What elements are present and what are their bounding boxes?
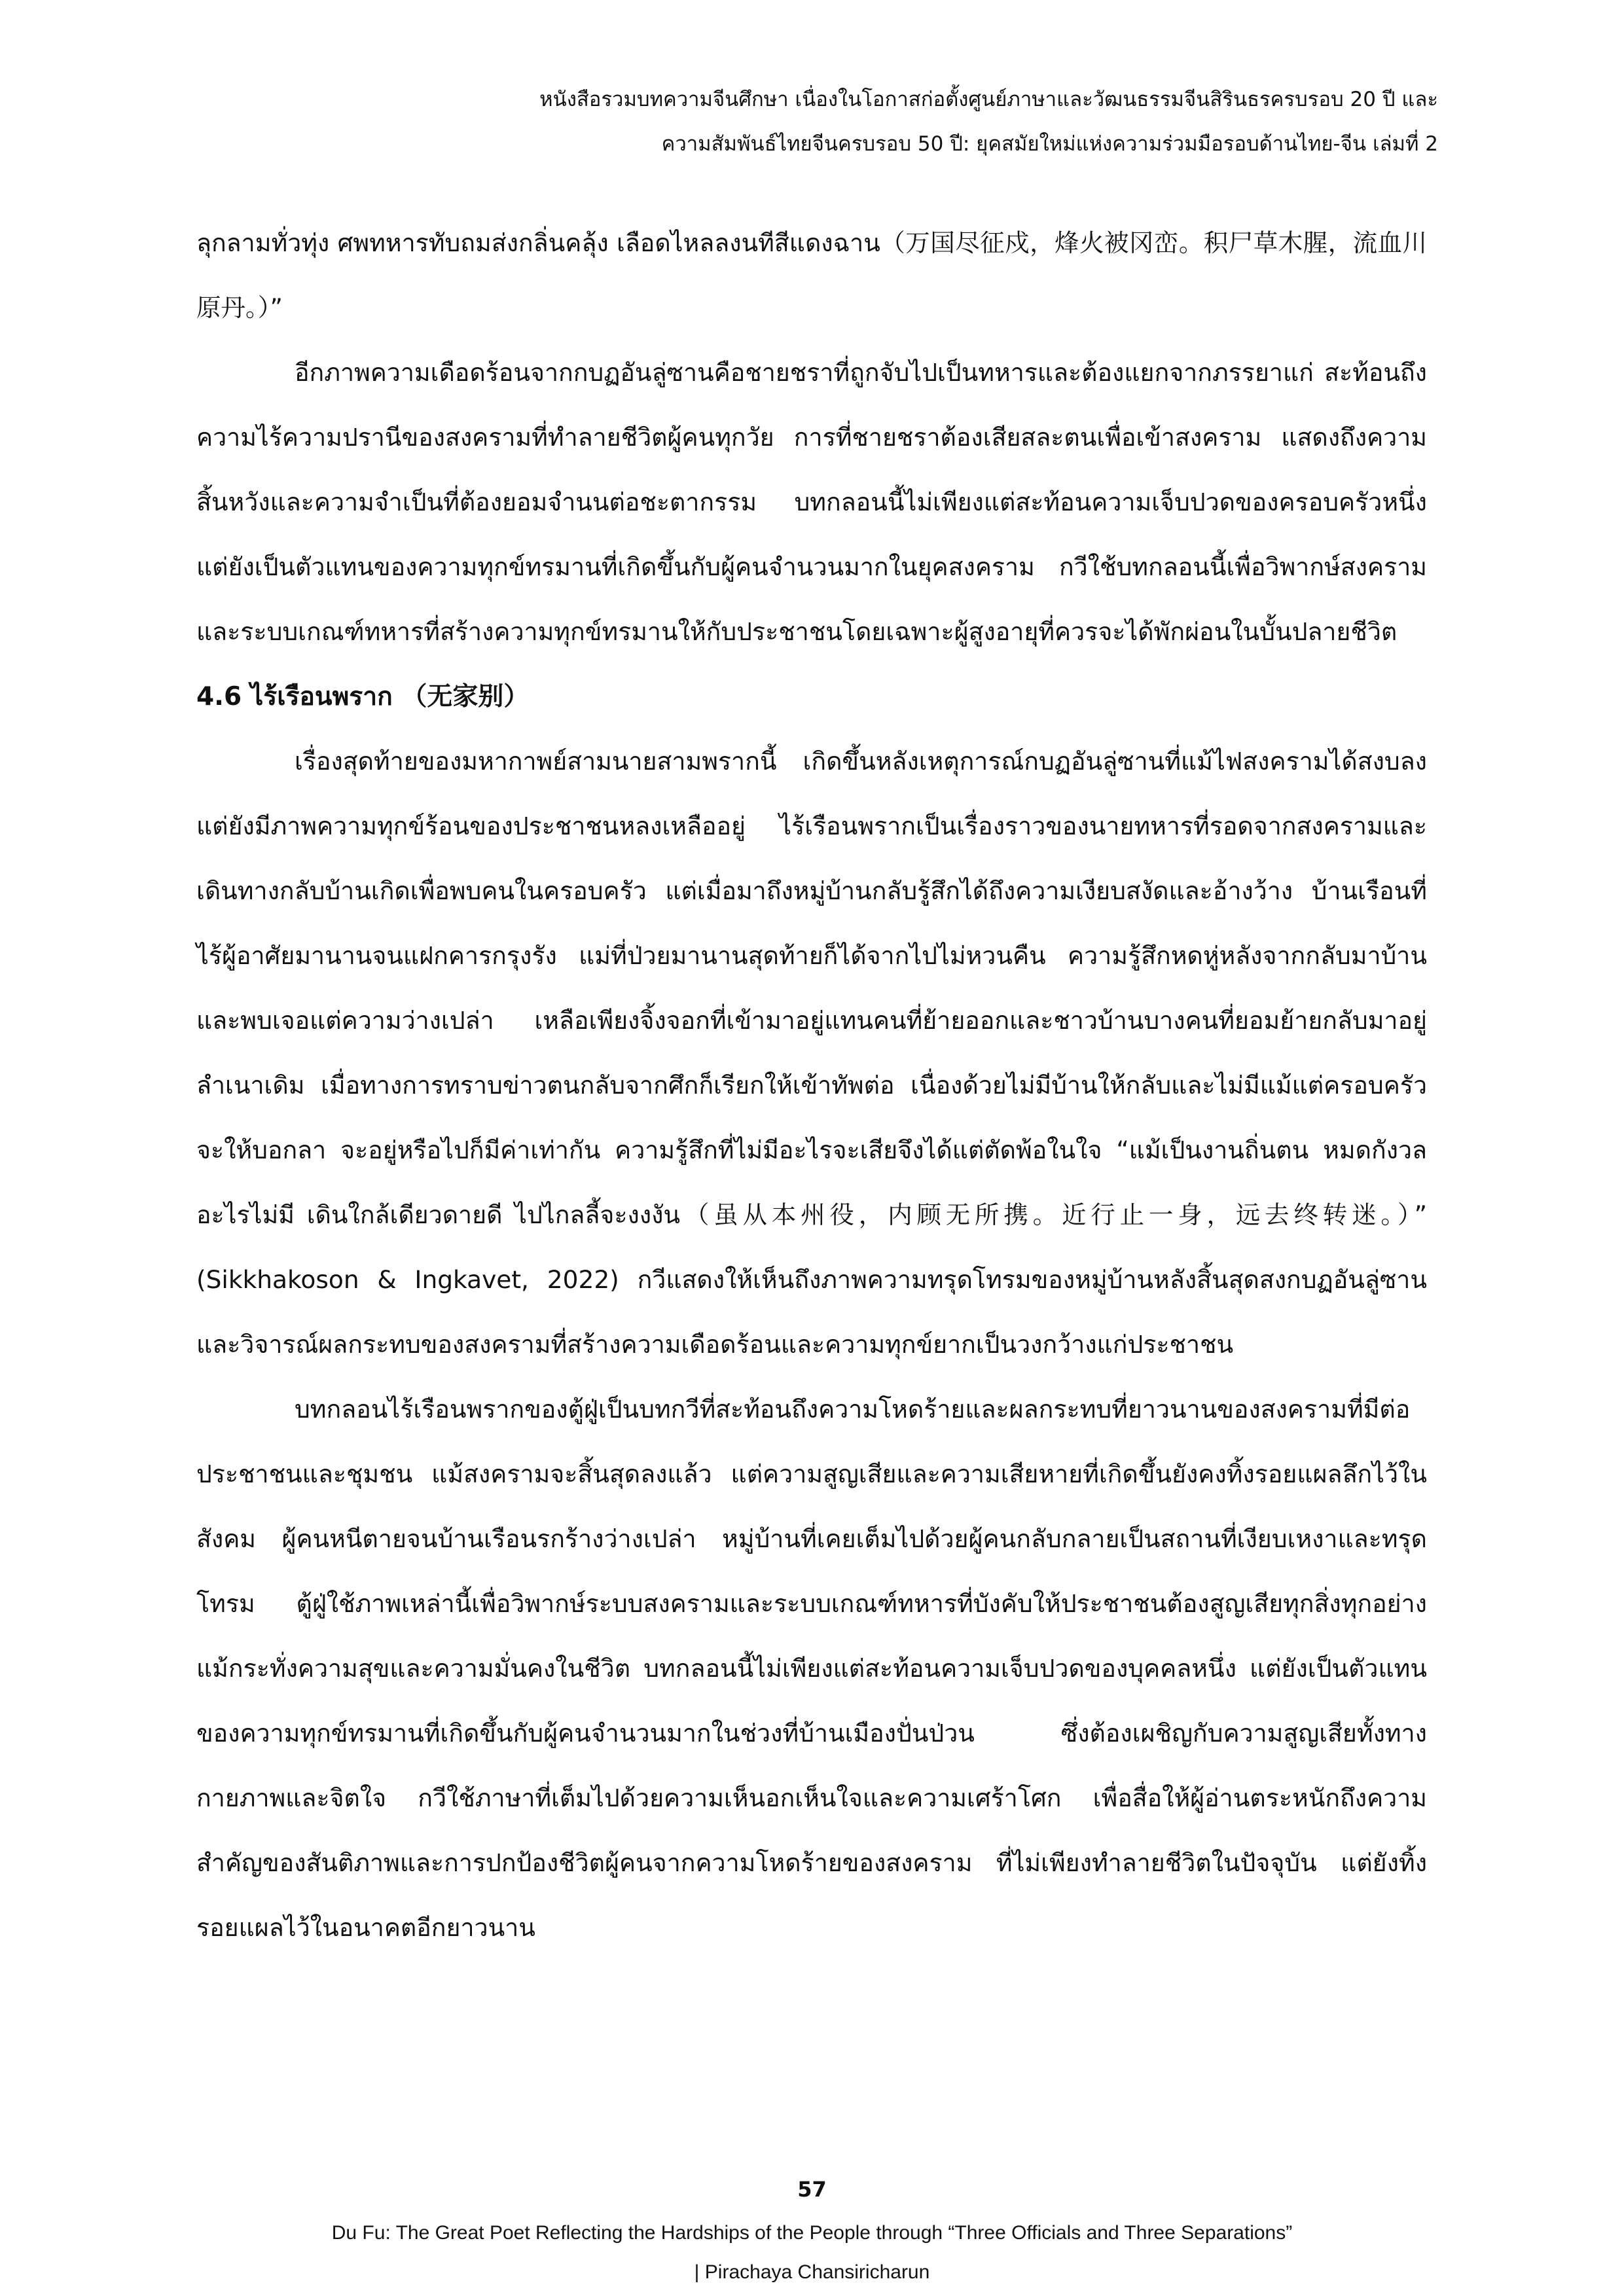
footer-title: Du Fu: The Great Poet Reflecting the Hardships of the People through “Three Officials and Three Separations”: [331, 2222, 1293, 2244]
page-footer: [0, 2214, 1624, 2292]
page-number: 57: [797, 2177, 827, 2202]
running-header-line-2: ความสัมพันธ์ไทยจีนครบรอบ 50 ปี: ยุคสมัยใหม่แห่งความร่วมมือรอบด้านไทย-จีน เล่มที่ 2: [661, 132, 1438, 156]
running-header-line-1: หนังสือรวมบทความจีนศึกษา เนื่องในโอกาสก่อตั้งศูนย์ภาษาและวัฒนธรรมจีนสิรินธรครบรอบ 20 ปี และ: [539, 88, 1438, 111]
paragraph-continuation: ลุกลามทั่วทุ่ง ศพทหารทับถมส่งกลิ่นคลุ้ง เลือดไหลลงนทีสีแดงฉาน（万国尽征戍，烽火被冈峦。积尸草木腥，流血川原丹。）”: [196, 228, 1427, 322]
section-heading-4-6: 4.6 ไร้เรือนพราก （无家别）: [196, 682, 530, 711]
footer-author: | Pirachaya Chansiricharun: [694, 2261, 930, 2283]
paragraph-old-man-conscription: อีกภาพความเดือดร้อนจากกบฏอันลู่ซานคือชายชราที่ถูกจับไปเป็นทหารและต้องแยกจากภรรยาแก่ สะท้อนถึงความไร้ความปรานีของสงครามที่ทำลายชีวิตผู้คนทุกวัย การที่ชายชราต้องเสียสละตนเพื่อเข้าสงคราม แสดงถึงความสิ้นหวังและความจำเป็นที่ต้องยอมจำนนต่อชะตากรรม บทกลอนนี้ไม่เพียงแต่สะท้อนความเจ็บปวดของครอบครัวหนึ่ง แต่ยังเป็นตัวแทนของความทุกข์ทรมานที่เกิดขึ้นกับผู้คนจำนวนมากในยุคสงคราม กวีใช้บทกลอนนี้เพื่อวิพากษ์สงครามและระบบเกณฑ์ทหารที่สร้างความทุกข์ทรมานให้กับประชาชนโดยเฉพาะผู้สูงอายุที่ควรจะได้พักผ่อนในบั้นปลายชีวิต: [196, 358, 1427, 646]
paragraph-homeless-farewell-analysis: บทกลอนไร้เรือนพรากของตู้ฝู่เป็นบทกวีที่สะท้อนถึงความโหดร้ายและผลกระทบที่ยาวนานของสงครามที่มีต่อประชาชนและชุมชน แม้สงครามจะสิ้นสุดลงแล้ว แต่ความสูญเสียและความเสียหายที่เกิดขึ้นยังคงทิ้งรอยแผลลึกไว้ในสังคม ผู้คนหนีตายจนบ้านเรือนรกร้างว่างเปล่า หมู่บ้านที่เคยเต็มไปด้วยผู้คนกลับกลายเป็นสถานที่เงียบเหงาและทรุดโทรม ตู้ฝู่ใช้ภาพเหล่านี้เพื่อวิพากษ์ระบบสงครามและระบบเกณฑ์ทหารที่บังคับให้ประชาชนต้องสูญเสียทุกสิ่งทุกอย่าง แม้กระทั่งความสุขและความมั่นคงในชีวิต บทกลอนนี้ไม่เพียงแต่สะท้อนความเจ็บปวดของบุคคลหนึ่ง แต่ยังเป็นตัวแทนของความทุกข์ทรมานที่เกิดขึ้นกับผู้คนจำนวนมากในช่วงที่บ้านเมืองปั่นป่วน ซึ่งต้องเผชิญกับความสูญเสียทั้งทางกายภาพและจิตใจ กวีใช้ภาษาที่เต็มไปด้วยความเห็นอกเห็นใจและความเศร้าโศก เพื่อสื่อให้ผู้อ่านตระหนักถึงความสำคัญของสันติภาพและการปกป้องชีวิตผู้คนจากความโหดร้ายของสงคราม ที่ไม่เพียงทำลายชีวิตในปัจจุบัน แต่ยังทิ้งรอยแผลไว้ในอนาคตอีกยาวนาน: [196, 1395, 1427, 1942]
running-header: [194, 77, 1438, 166]
body-text: [196, 211, 1427, 1960]
paragraph-homeless-farewell-summary: เรื่องสุดท้ายของมหากาพย์สามนายสามพรากนี้ เกิดขึ้นหลังเหตุการณ์กบฏอันลู่ซานที่แม้ไฟสงครามได้สงบลง แต่ยังมีภาพความทุกข์ร้อนของประชาชนหลงเหลืออยู่ ไร้เรือนพรากเป็นเรื่องราวของนายทหารที่รอดจากสงครามและเดินทางกลับบ้านเกิดเพื่อพบคนในครอบครัว แต่เมื่อมาถึงหมู่บ้านกลับรู้สึกได้ถึงความเงียบสงัดและอ้างว้าง บ้านเรือนที่ไร้ผู้อาศัยมานานจนแฝกคารกรุงรัง แม่ที่ป่วยมานานสุดท้ายก็ได้จากไปไม่หวนคืน ความรู้สึกหดหู่หลังจากกลับมาบ้านและพบเจอแต่ความว่างเปล่า เหลือเพียงจิ้งจอกที่เข้ามาอยู่แทนคนที่ย้ายออกและชาวบ้านบางคนที่ยอมย้ายกลับมาอยู่ลำเนาเดิม เมื่อทางการทราบข่าวตนกลับจากศึกก็เรียกให้เข้าทัพต่อ เนื่องด้วยไม่มีบ้านให้กลับและไม่มีแม้แต่ครอบครัวจะให้บอกลา จะอยู่หรือไปก็มีค่าเท่ากัน ความรู้สึกที่ไม่มีอะไรจะเสียจึงได้แต่ตัดพ้อในใจ “แม้เป็นงานถิ่นตน หมดกังวลอะไรไม่มี เดินใกล้เดียวดายดี ไปไกลลี้จะงงงัน（虽从本州役，内顾无所携。近行止一身，远去终转迷。）” (Sikkhakoson & Ingkavet, 2022) กวีแสดงให้เห็นถึงภาพความทรุดโทรมของหมู่บ้านหลังสิ้นสุดสงกบฏอันลู่ซาน และวิจารณ์ผลกระทบของสงครามที่สร้างความเดือดร้อนและความทุกข์ยากเป็นวงกว้างแก่ประชาชน: [196, 747, 1427, 1359]
